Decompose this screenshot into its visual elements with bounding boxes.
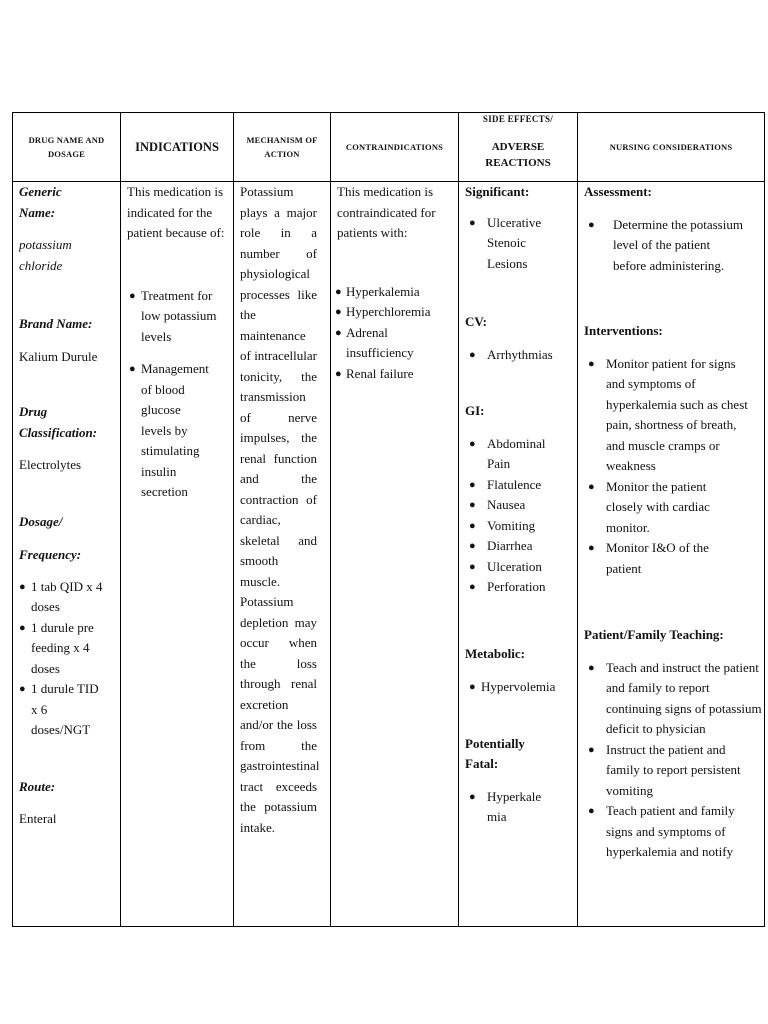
dosage-item: ● 1 tab QID x 4 doses bbox=[19, 577, 107, 618]
generic-name-label: Generic Name: bbox=[19, 184, 62, 220]
frequency-label: Frequency: bbox=[19, 547, 82, 562]
indications-intro: This medication is indicated for the patient because of: bbox=[127, 184, 225, 240]
indication-item: ● Treatment for low potassium levels bbox=[125, 286, 225, 348]
content-row bbox=[13, 182, 765, 927]
header-mechanism: MECHANISM OF ACTION bbox=[234, 113, 331, 182]
significant-item: ● Ulcerative Stenoic Lesions bbox=[465, 213, 549, 275]
dosage-item: ● 1 durule TID x 6 doses/NGT bbox=[19, 679, 107, 741]
contraindication-item: ● Renal failure bbox=[335, 364, 452, 385]
teaching-item: ● Instruct the patient and family to report persistent vomiting bbox=[584, 740, 762, 802]
contraindications-cell bbox=[331, 182, 459, 927]
header-row bbox=[13, 113, 765, 182]
classification-value: Electrolytes bbox=[19, 457, 82, 472]
mechanism-text: Potassium plays a major role in a number of physiological processes like the maintenance of intracellular tonicity, the transmission of nerve impulses, the renal function and the contraction of cardiac, skeletal and smooth muscle. Potassium depletion may occur when the loss through renal excretion and/or the loss from the gastrointestinal tract exceeds the potassium intake. bbox=[240, 184, 320, 835]
gi-item: ● Perforation bbox=[465, 577, 571, 598]
gi-item: ● Ulceration bbox=[465, 557, 571, 578]
cv-label: CV: bbox=[465, 314, 487, 329]
gi-item: ● Flatulence bbox=[465, 475, 571, 496]
header-side-effects-line1: SIDE EFFECTS/ bbox=[482, 114, 554, 124]
fatal-label: Potentially Fatal: bbox=[465, 735, 525, 771]
metabolic-item: ● Hypervolemia bbox=[465, 677, 571, 698]
indication-item: ● Management of blood glucose levels by stimulating insulin secretion bbox=[125, 359, 213, 503]
teaching-list bbox=[584, 658, 762, 863]
generic-name-value: potassium chloride bbox=[19, 237, 72, 273]
metabolic-list bbox=[465, 677, 571, 698]
drug-cell bbox=[13, 182, 121, 927]
significant-list bbox=[465, 213, 571, 275]
header-side-effects bbox=[459, 113, 578, 182]
dosage-label: Dosage/ bbox=[19, 513, 63, 529]
significant-label: Significant: bbox=[465, 184, 530, 199]
route-label: Route: bbox=[19, 778, 56, 794]
contraindication-item: ● Hyperchloremia bbox=[335, 302, 452, 323]
classification-label: Drug Classification: bbox=[19, 404, 98, 440]
contraindication-item: ● Hyperkalemia bbox=[335, 282, 452, 303]
brand-name-value: Kalium Durule bbox=[19, 348, 98, 364]
assessment-label: Assessment: bbox=[584, 184, 652, 199]
gi-item: ● Diarrhea bbox=[465, 536, 571, 557]
contraindications-list bbox=[337, 282, 452, 385]
cv-list bbox=[465, 345, 571, 366]
drug-study-table bbox=[12, 112, 765, 927]
interventions-label: Interventions: bbox=[584, 323, 663, 338]
assessment-item: ● Determine the potassium level of the patient before administering. bbox=[584, 215, 743, 277]
nursing-cell bbox=[578, 182, 765, 927]
teaching-item: ● Teach and instruct the patient and family to report continuing signs of potassium deficit to physician bbox=[584, 658, 762, 740]
intervention-item: ● Monitor the patient closely with cardiac monitor. bbox=[584, 477, 746, 539]
contraindications-intro: This medication is contraindicated for patients with: bbox=[337, 184, 436, 240]
dosage-list bbox=[19, 577, 107, 741]
gi-label: GI: bbox=[465, 403, 485, 418]
interventions-list bbox=[584, 354, 758, 580]
header-nursing: NURSING CONSIDERATIONS bbox=[578, 113, 765, 182]
fatal-list bbox=[465, 787, 571, 828]
header-contraindications: CONTRAINDICATIONS bbox=[331, 113, 459, 182]
header-drug-name: DRUG NAME AND DOSAGE bbox=[13, 113, 121, 182]
intervention-item: ● Monitor patient for signs and symptoms of hyperkalemia such as chest pain, shortness of breath, and muscle cramps or weakness bbox=[584, 354, 751, 477]
cv-item: ● Arrhythmias bbox=[465, 345, 571, 366]
teaching-label: Patient/Family Teaching: bbox=[584, 627, 724, 642]
indications-list bbox=[127, 286, 227, 503]
gi-item: ● Nausea bbox=[465, 495, 571, 516]
contraindication-item: ● Adrenal insufficiency bbox=[335, 323, 436, 364]
gi-item: ● Vomiting bbox=[465, 516, 571, 537]
assessment-list bbox=[584, 215, 758, 277]
gi-item: ● Abdominal Pain bbox=[465, 434, 553, 475]
mechanism-cell bbox=[234, 182, 331, 927]
brand-name-label: Brand Name: bbox=[19, 316, 93, 331]
gi-list bbox=[465, 434, 571, 598]
side-effects-cell bbox=[459, 182, 578, 927]
intervention-item: ● Monitor I&O of the patient bbox=[584, 538, 746, 579]
fatal-item: ● Hyperkalemia bbox=[465, 787, 545, 828]
header-side-effects-line2: ADVERSE REACTIONS bbox=[485, 141, 551, 169]
teaching-item: ● Teach patient and family signs and symptoms of hyperkalemia and notify bbox=[584, 801, 762, 863]
header-indications: INDICATIONS bbox=[121, 113, 234, 182]
indications-cell bbox=[121, 182, 234, 927]
route-value: Enteral bbox=[19, 811, 57, 826]
dosage-item: ● 1 durule pre feeding x 4 doses bbox=[19, 618, 107, 680]
metabolic-label: Metabolic: bbox=[465, 645, 525, 661]
